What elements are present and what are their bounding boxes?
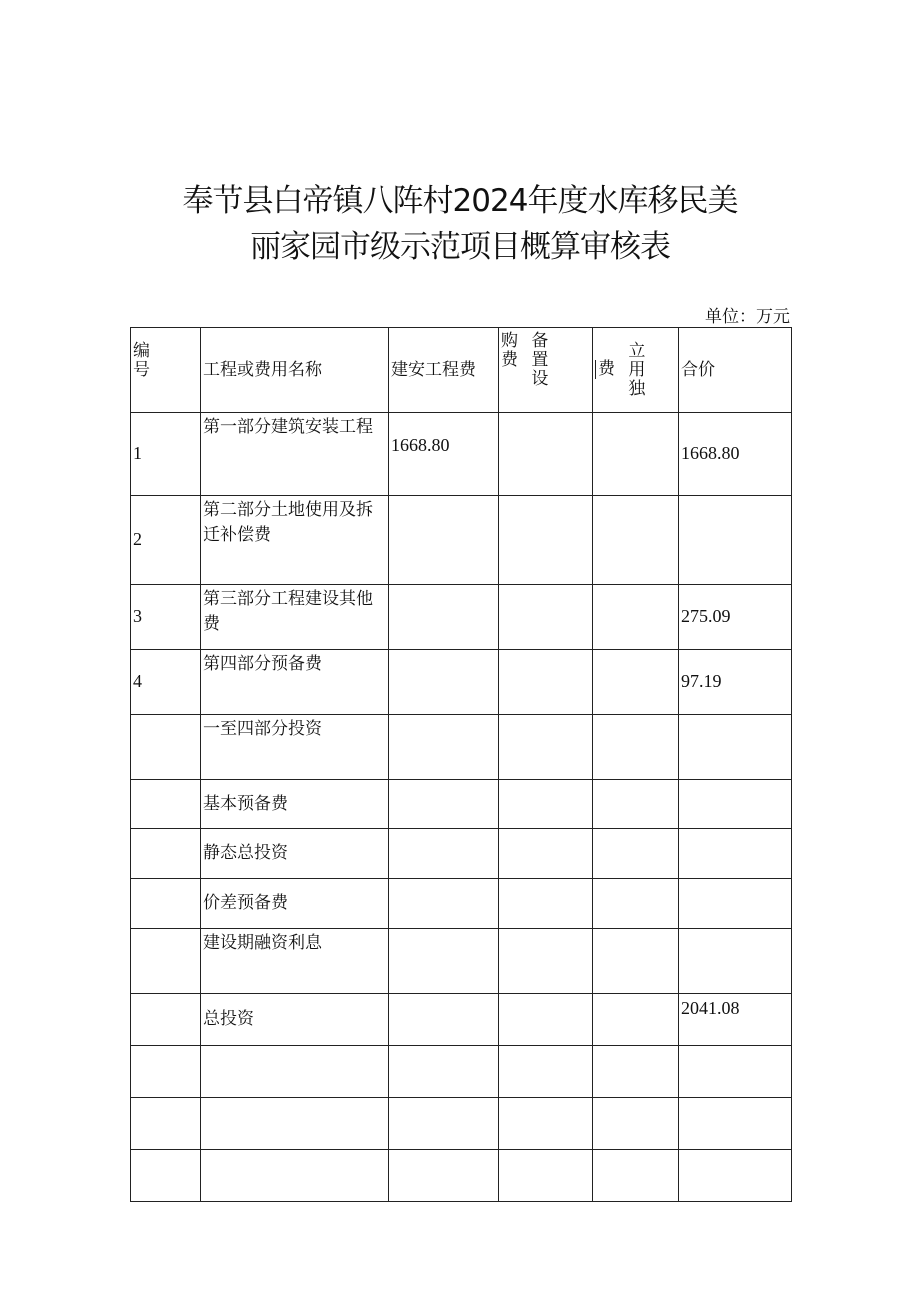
- cell-equipment: [499, 496, 593, 585]
- cell-total: [679, 413, 792, 496]
- cell-total-text: 97.19: [681, 671, 722, 691]
- cell-name: [201, 650, 389, 715]
- cell-equipment: [499, 994, 593, 1046]
- header-independent-text-a: 费: [595, 360, 617, 379]
- cell-no: [131, 496, 201, 585]
- header-independent: [593, 328, 679, 413]
- header-independent-text-b: 立用独: [628, 341, 646, 399]
- cell-no: [131, 1150, 201, 1202]
- cell-name-text: 建设期融资利息: [203, 933, 322, 953]
- cell-independent: [593, 496, 679, 585]
- cell-construction: [389, 929, 499, 994]
- cell-construction: [389, 829, 499, 879]
- cell-name: [201, 1046, 389, 1098]
- cell-no: [131, 1046, 201, 1098]
- header-equipment-text-a: 购费: [501, 331, 518, 370]
- cell-no-text: 1: [133, 443, 142, 463]
- cell-equipment: [499, 879, 593, 929]
- table-row: [131, 585, 792, 650]
- table-row: [131, 994, 792, 1046]
- cell-construction: [389, 1046, 499, 1098]
- cell-no: [131, 879, 201, 929]
- cell-construction: [389, 994, 499, 1046]
- header-no-text: 编号: [133, 341, 150, 380]
- cell-independent: [593, 780, 679, 829]
- cell-independent: [593, 1098, 679, 1150]
- header-construction-text: 建安工程费: [391, 359, 476, 380]
- cell-construction: [389, 715, 499, 780]
- cell-total: [679, 994, 792, 1046]
- table-row: [131, 879, 792, 929]
- cell-name: [201, 1150, 389, 1202]
- header-total: [679, 328, 792, 413]
- cell-equipment: [499, 650, 593, 715]
- cell-construction: [389, 650, 499, 715]
- cell-total: [679, 715, 792, 780]
- cell-equipment: [499, 1150, 593, 1202]
- cell-no-text: 3: [133, 606, 142, 626]
- cell-total: [679, 650, 792, 715]
- cell-name-text: 第一部分建筑安装工程: [203, 417, 373, 437]
- cell-construction-text: 1668.80: [391, 435, 450, 455]
- cell-independent: [593, 413, 679, 496]
- table-row: [131, 929, 792, 994]
- cell-total-text: 1668.80: [681, 443, 740, 463]
- header-equipment: [499, 328, 593, 413]
- cell-name: [201, 413, 389, 496]
- cell-no: [131, 715, 201, 780]
- cell-total-text: 2041.08: [681, 998, 740, 1018]
- cell-independent: [593, 929, 679, 994]
- cell-no: [131, 413, 201, 496]
- table-row: [131, 829, 792, 879]
- cell-name-text: 总投资: [203, 1009, 254, 1029]
- cell-construction: [389, 1150, 499, 1202]
- cell-no: [131, 585, 201, 650]
- cell-equipment: [499, 1046, 593, 1098]
- cell-construction: [389, 780, 499, 829]
- cell-construction: [389, 413, 499, 496]
- cell-construction: [389, 585, 499, 650]
- budget-review-table: [130, 327, 792, 1202]
- title-line-2: 丽家园市级示范项目概算审核表: [250, 229, 670, 265]
- header-name-text: 工程或费用名称: [203, 359, 322, 380]
- cell-no: [131, 829, 201, 879]
- cell-name-text: 第三部分工程建设其他费: [203, 589, 373, 634]
- cell-name: [201, 715, 389, 780]
- cell-name: [201, 829, 389, 879]
- cell-total-text: 275.09: [681, 606, 731, 626]
- cell-independent: [593, 994, 679, 1046]
- cell-no-text: 4: [133, 671, 142, 691]
- table-row: [131, 650, 792, 715]
- cell-equipment: [499, 715, 593, 780]
- table-header-row: [131, 328, 792, 413]
- table-row: [131, 715, 792, 780]
- cell-total: [679, 780, 792, 829]
- cell-equipment: [499, 929, 593, 994]
- cell-name-text: 一至四部分投资: [203, 719, 322, 739]
- cell-construction: [389, 879, 499, 929]
- cell-independent: [593, 715, 679, 780]
- cell-name: [201, 585, 389, 650]
- table-row: [131, 496, 792, 585]
- cell-no: [131, 994, 201, 1046]
- cell-independent: [593, 829, 679, 879]
- cell-equipment: [499, 780, 593, 829]
- cell-independent: [593, 650, 679, 715]
- cell-total: [679, 585, 792, 650]
- cell-name-text: 价差预备费: [203, 893, 288, 913]
- cell-total: [679, 496, 792, 585]
- cell-no: [131, 780, 201, 829]
- cell-independent: [593, 585, 679, 650]
- cell-name-text: 第四部分预备费: [203, 654, 322, 674]
- table-row: [131, 1098, 792, 1150]
- cell-total: [679, 1046, 792, 1098]
- header-total-text: 合价: [681, 359, 715, 380]
- cell-total: [679, 929, 792, 994]
- table-row: [131, 413, 792, 496]
- cell-name-text: 基本预备费: [203, 793, 288, 814]
- cell-no: [131, 1098, 201, 1150]
- cell-name: [201, 780, 389, 829]
- cell-construction: [389, 496, 499, 585]
- cell-total: [679, 1150, 792, 1202]
- cell-name-text: 第二部分土地使用及拆迁补偿费: [203, 500, 373, 545]
- cell-total: [679, 1098, 792, 1150]
- cell-total: [679, 879, 792, 929]
- title-line-1: 奉节县白帝镇八阵村2024年度水库移民美: [182, 183, 738, 219]
- document-title: [0, 178, 920, 270]
- header-construction: [389, 328, 499, 413]
- cell-name: [201, 496, 389, 585]
- cell-name-text: 静态总投资: [203, 843, 288, 863]
- cell-independent: [593, 1046, 679, 1098]
- table-row: [131, 1046, 792, 1098]
- header-no: [131, 328, 201, 413]
- cell-name: [201, 929, 389, 994]
- cell-equipment: [499, 1098, 593, 1150]
- cell-independent: [593, 1150, 679, 1202]
- cell-equipment: [499, 829, 593, 879]
- table-row: [131, 1150, 792, 1202]
- table-row: [131, 780, 792, 829]
- header-equipment-text-b: 备置设: [531, 331, 549, 389]
- cell-name: [201, 1098, 389, 1150]
- unit-label: 单位：万元: [705, 307, 790, 327]
- cell-equipment: [499, 413, 593, 496]
- cell-total: [679, 829, 792, 879]
- cell-name: [201, 994, 389, 1046]
- cell-construction: [389, 1098, 499, 1150]
- cell-no: [131, 929, 201, 994]
- cell-independent: [593, 879, 679, 929]
- cell-equipment: [499, 585, 593, 650]
- cell-no: [131, 650, 201, 715]
- header-name: [201, 328, 389, 413]
- cell-no-text: 2: [133, 529, 142, 549]
- cell-name: [201, 879, 389, 929]
